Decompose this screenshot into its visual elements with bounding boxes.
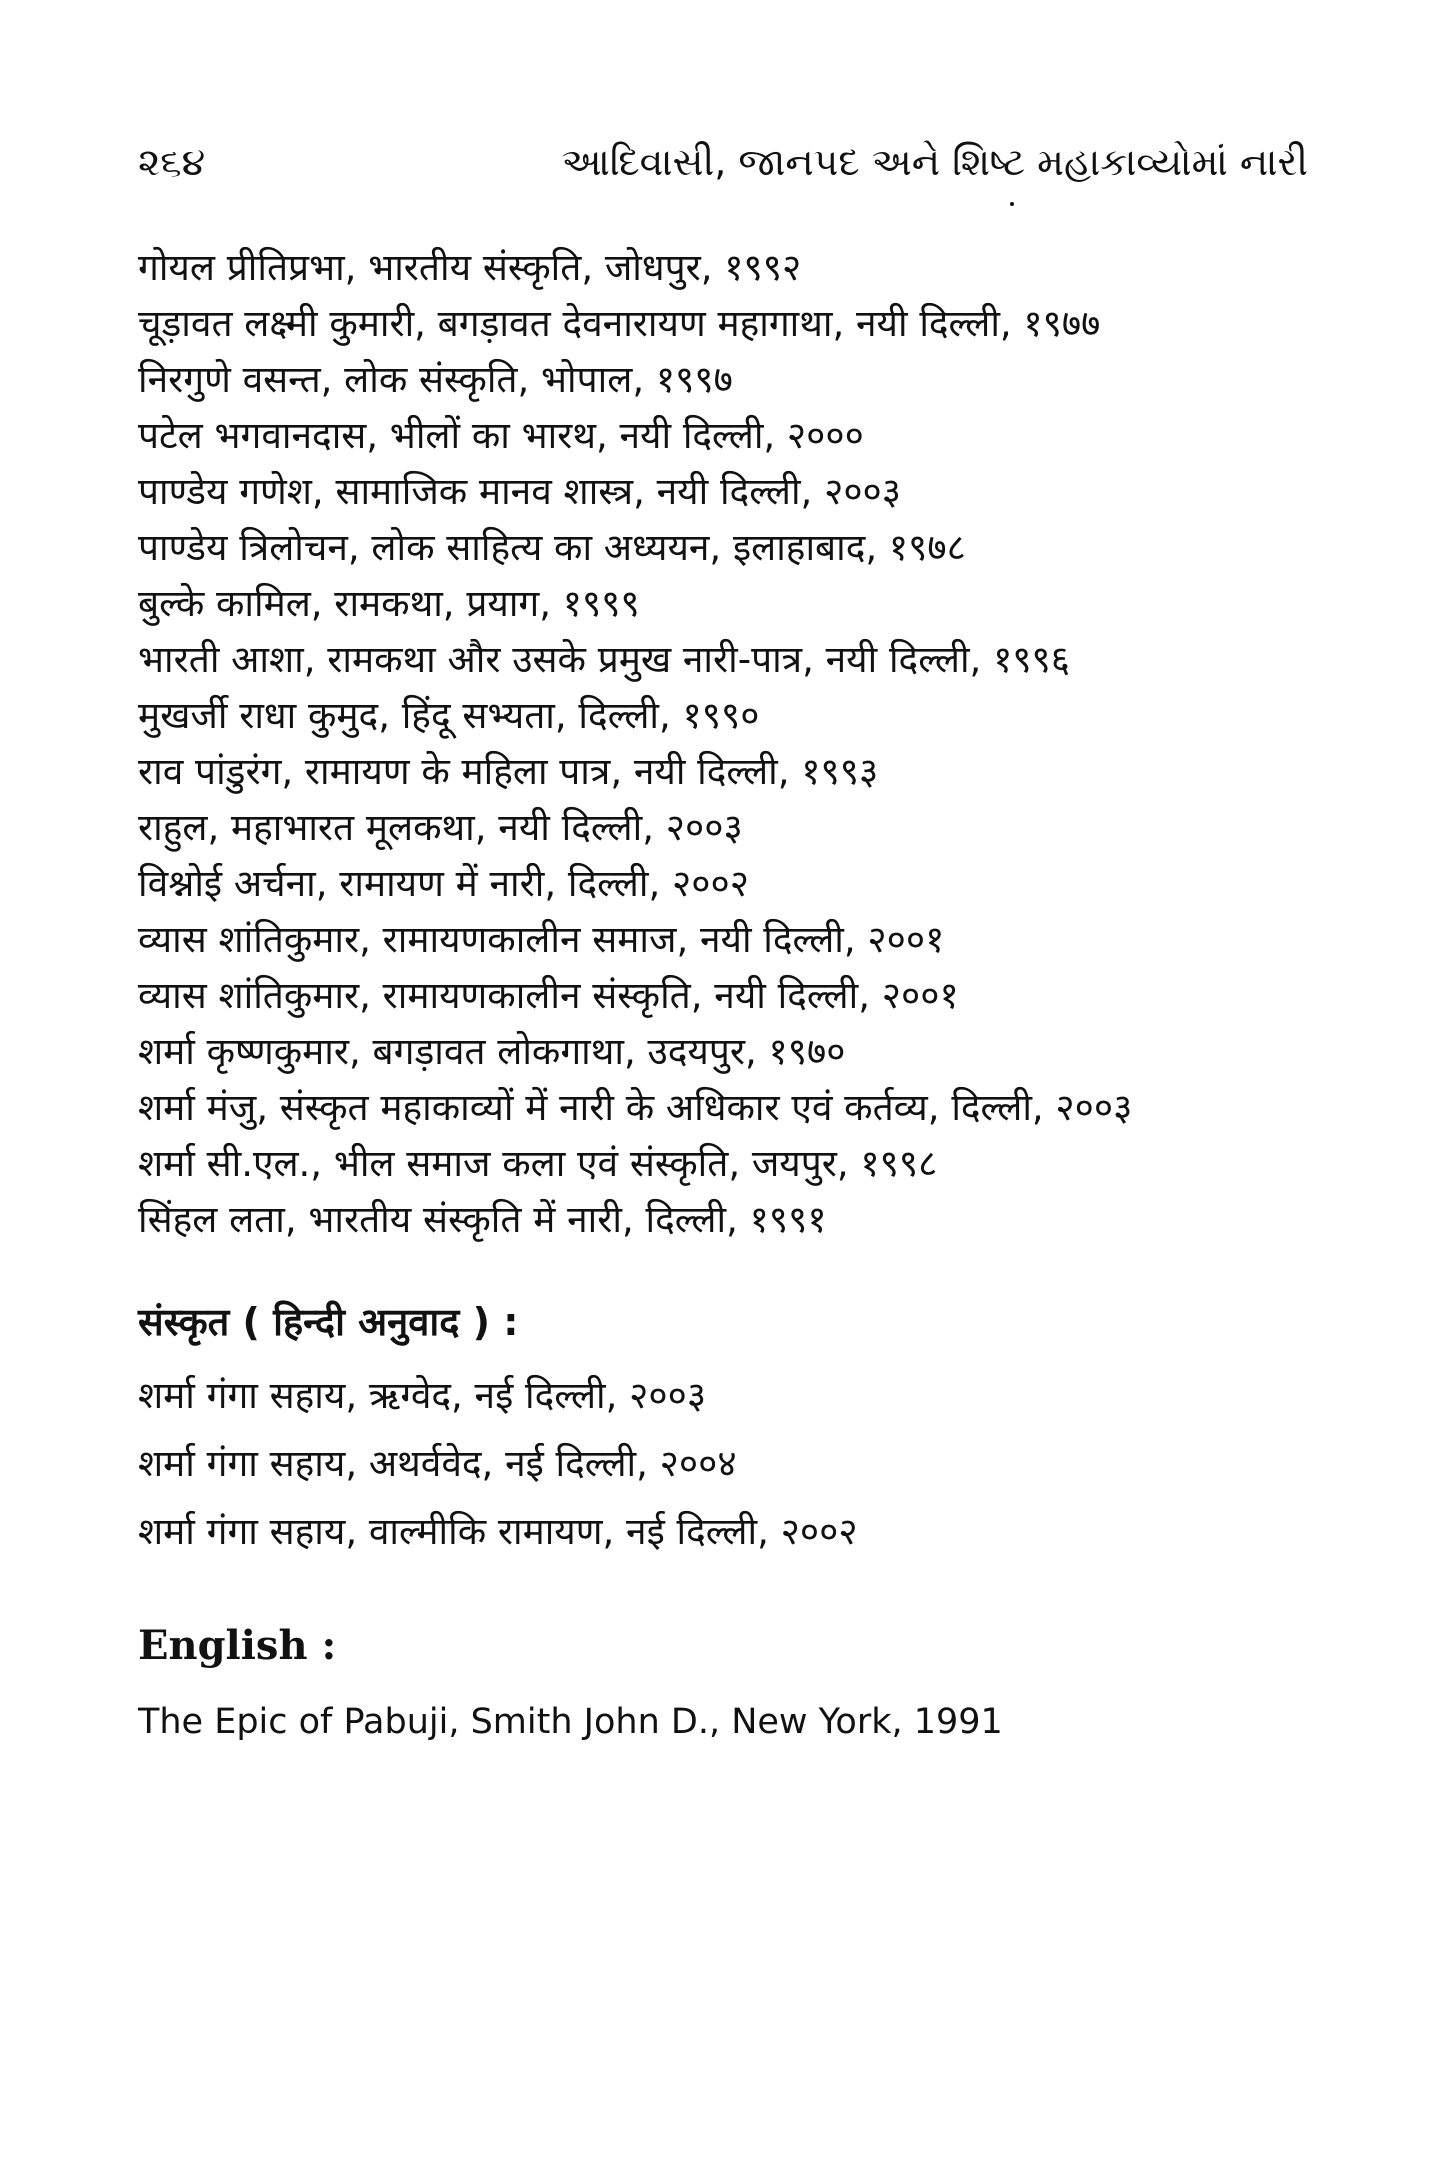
- reference-entry: भारती आशा, रामकथा और उसके प्रमुख नारी-पात्र, नयी दिल्ली, १९९६: [138, 638, 1071, 681]
- sanskrit-section-heading: संस्कृत ( हिन्दी अनुवाद ) :: [138, 1300, 519, 1344]
- running-title: આદિવાસી, જાનપદ અને શિષ્ટ મહાકાવ્યોમાં નારી: [561, 140, 1308, 184]
- english-section-heading: English :: [138, 1622, 337, 1669]
- reference-entry: शर्मा गंगा सहाय, अथर्ववेद, नई दिल्ली, २००४: [138, 1442, 737, 1485]
- reference-entry: विश्नोई अर्चना, रामायण में नारी, दिल्ली, २००२: [138, 862, 749, 905]
- reference-entry: व्यास शांतिकुमार, रामायणकालीन संस्कृति, नयी दिल्ली, २००१: [138, 974, 959, 1017]
- reference-entry: शर्मा सी.एल., भील समाज कला एवं संस्कृति, जयपुर, १९९८: [138, 1142, 938, 1185]
- reference-entry: शर्मा गंगा सहाय, वाल्मीकि रामायण, नई दिल्ली, २००२: [138, 1510, 858, 1553]
- reference-entry: पाण्डेय त्रिलोचन, लोक साहित्य का अध्ययन, इलाहाबाद, १९७८: [138, 526, 966, 569]
- hindi-reference-list: [138, 240, 1338, 1248]
- bibliography: [138, 240, 1338, 1750]
- reference-entry: चूड़ावत लक्ष्मी कुमारी, बगड़ावत देवनारायण महागाथा, नयी दिल्ली, १९७७: [138, 302, 1101, 345]
- reference-entry: The Epic of Pabuji, Smith John D., New York, 1991: [138, 1702, 1003, 1742]
- reference-entry: शर्मा गंगा सहाय, ऋग्वेद, नई दिल्ली, २००३: [138, 1374, 707, 1417]
- page-number: ૨૬૪: [138, 140, 206, 184]
- reference-entry: राव पांडुरंग, रामायण के महिला पात्र, नयी दिल्ली, १९९३: [138, 750, 879, 793]
- english-reference-list: [138, 1694, 1338, 1750]
- reference-entry: निरगुणे वसन्त, लोक संस्कृति, भोपाल, १९९७: [138, 358, 733, 401]
- reference-entry: सिंहल लता, भारतीय संस्कृति में नारी, दिल्ली, १९९१: [138, 1198, 827, 1241]
- page-header: [138, 140, 1308, 200]
- reference-entry: पटेल भगवानदास, भीलों का भारथ, नयी दिल्ली, २०००: [138, 414, 864, 457]
- stray-dot-mark: [1010, 202, 1014, 206]
- reference-entry: शर्मा मंजु, संस्कृत महाकाव्यों में नारी के अधिकार एवं कर्तव्य, दिल्ली, २००३: [138, 1086, 1133, 1129]
- reference-entry: व्यास शांतिकुमार, रामायणकालीन समाज, नयी दिल्ली, २००१: [138, 918, 945, 961]
- reference-entry: मुखर्जी राधा कुमुद, हिंदू सभ्यता, दिल्ली, १९९०: [138, 694, 760, 737]
- reference-entry: राहुल, महाभारत मूलकथा, नयी दिल्ली, २००३: [138, 806, 743, 849]
- sanskrit-reference-list: [138, 1362, 1338, 1566]
- reference-entry: शर्मा कृष्णकुमार, बगड़ावत लोकगाथा, उदयपुर, १९७०: [138, 1030, 846, 1073]
- reference-entry: बुल्के कामिल, रामकथा, प्रयाग, १९९९: [138, 582, 640, 625]
- reference-entry: पाण्डेय गणेश, सामाजिक मानव शास्त्र, नयी दिल्ली, २००३: [138, 470, 902, 513]
- reference-entry: गोयल प्रीतिप्रभा, भारतीय संस्कृति, जोधपुर, १९९२: [138, 246, 802, 289]
